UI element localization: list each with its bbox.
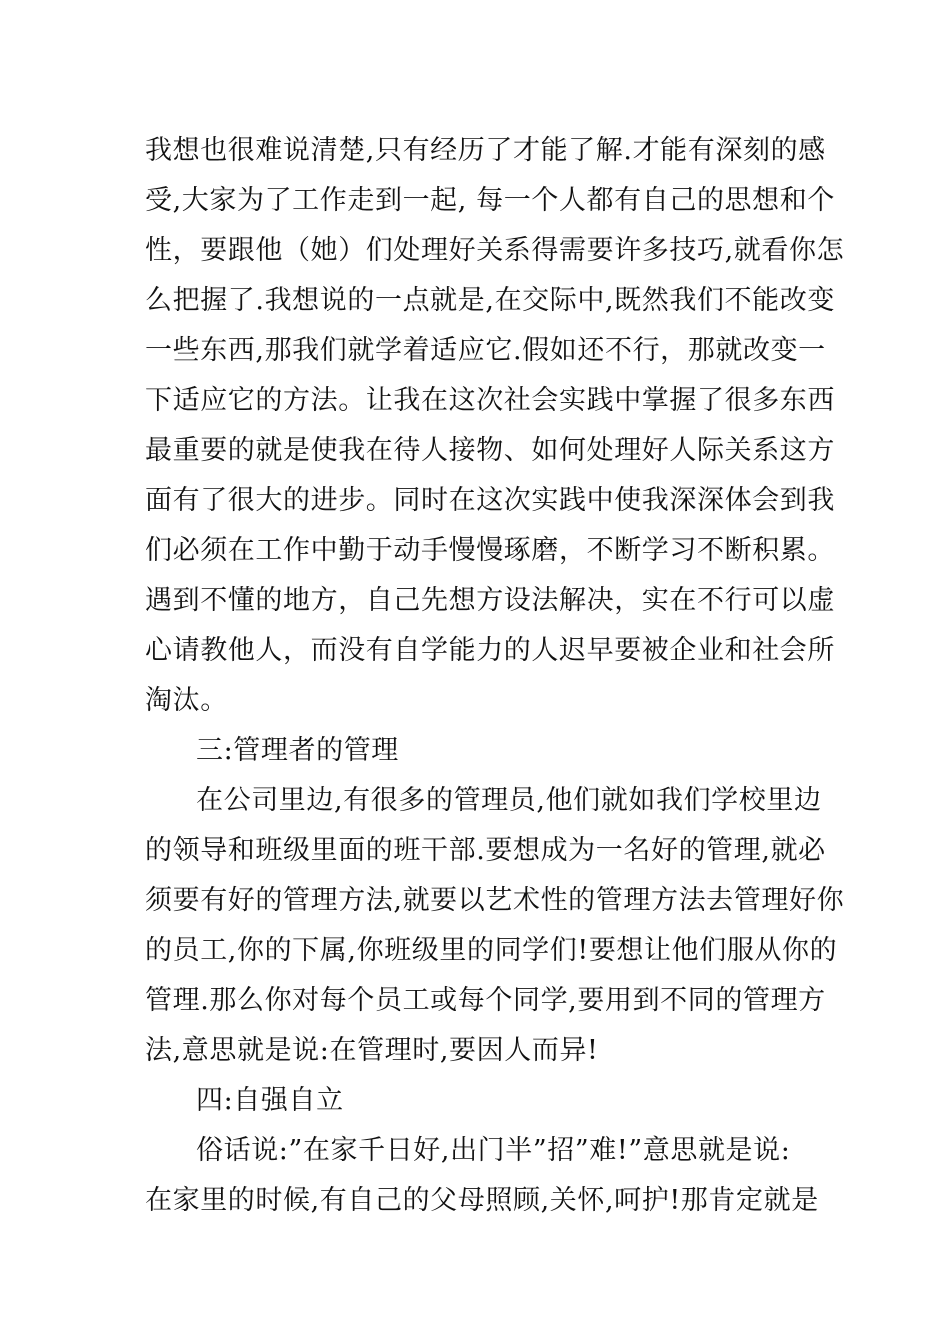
section-heading: 三:管理者的管理 bbox=[196, 735, 399, 766]
paragraph-first-line: 在公司里边,有很多的管理员,他们就如我们学校里边 bbox=[196, 785, 822, 816]
section-heading: 四:自强自立 bbox=[196, 1085, 344, 1116]
text-line: 一些东西,那我们就学着适应它.假如还不行，那就改变一 bbox=[145, 335, 826, 366]
text-line: 法,意思就是说:在管理时,要因人而异! bbox=[145, 1035, 599, 1066]
text-line: 在家里的时候,有自己的父母照顾,关怀,呵护!那肯定就是 bbox=[145, 1185, 819, 1216]
text-line: 淘汰。 bbox=[145, 685, 228, 716]
text-line: 的领导和班级里面的班干部.要想成为一名好的管理,就必 bbox=[145, 835, 826, 866]
text-line: 受,大家为了工作走到一起, 每一个人都有自己的思想和个 bbox=[145, 185, 835, 216]
text-line: 的员工,你的下属,你班级里的同学们!要想让他们服从你的 bbox=[145, 935, 838, 966]
text-line: 遇到不懂的地方，自己先想方设法解决，实在不行可以虚 bbox=[145, 585, 835, 616]
text-line: 们必须在工作中勤于动手慢慢琢磨，不断学习不断积累。 bbox=[145, 535, 835, 566]
text-line: 心请教他人，而没有自学能力的人迟早要被企业和社会所 bbox=[145, 635, 835, 666]
text-line: 管理.那么你对每个员工或每个同学,要用到不同的管理方 bbox=[145, 985, 826, 1016]
text-line: 须要有好的管理方法,就要以艺术性的管理方法去管理好你 bbox=[145, 885, 845, 916]
text-line: 么把握了.我想说的一点就是,在交际中,既然我们不能改变 bbox=[145, 285, 835, 316]
text-line: 面有了很大的进步。同时在这次实践中使我深深体会到我 bbox=[145, 485, 835, 516]
text-line: 下适应它的方法。让我在这次社会实践中掌握了很多东西 bbox=[145, 385, 835, 416]
text-line: 最重要的就是使我在待人接物、如何处理好人际关系这方 bbox=[145, 435, 835, 466]
paragraph-first-line: 俗话说:”在家千日好,出门半”招”难!”意思就是说: bbox=[196, 1135, 791, 1166]
text-line: 性，要跟他（她）们处理好关系得需要许多技巧,就看你怎 bbox=[145, 235, 845, 266]
text-line: 我想也很难说清楚,只有经历了才能了解.才能有深刻的感 bbox=[145, 135, 826, 166]
